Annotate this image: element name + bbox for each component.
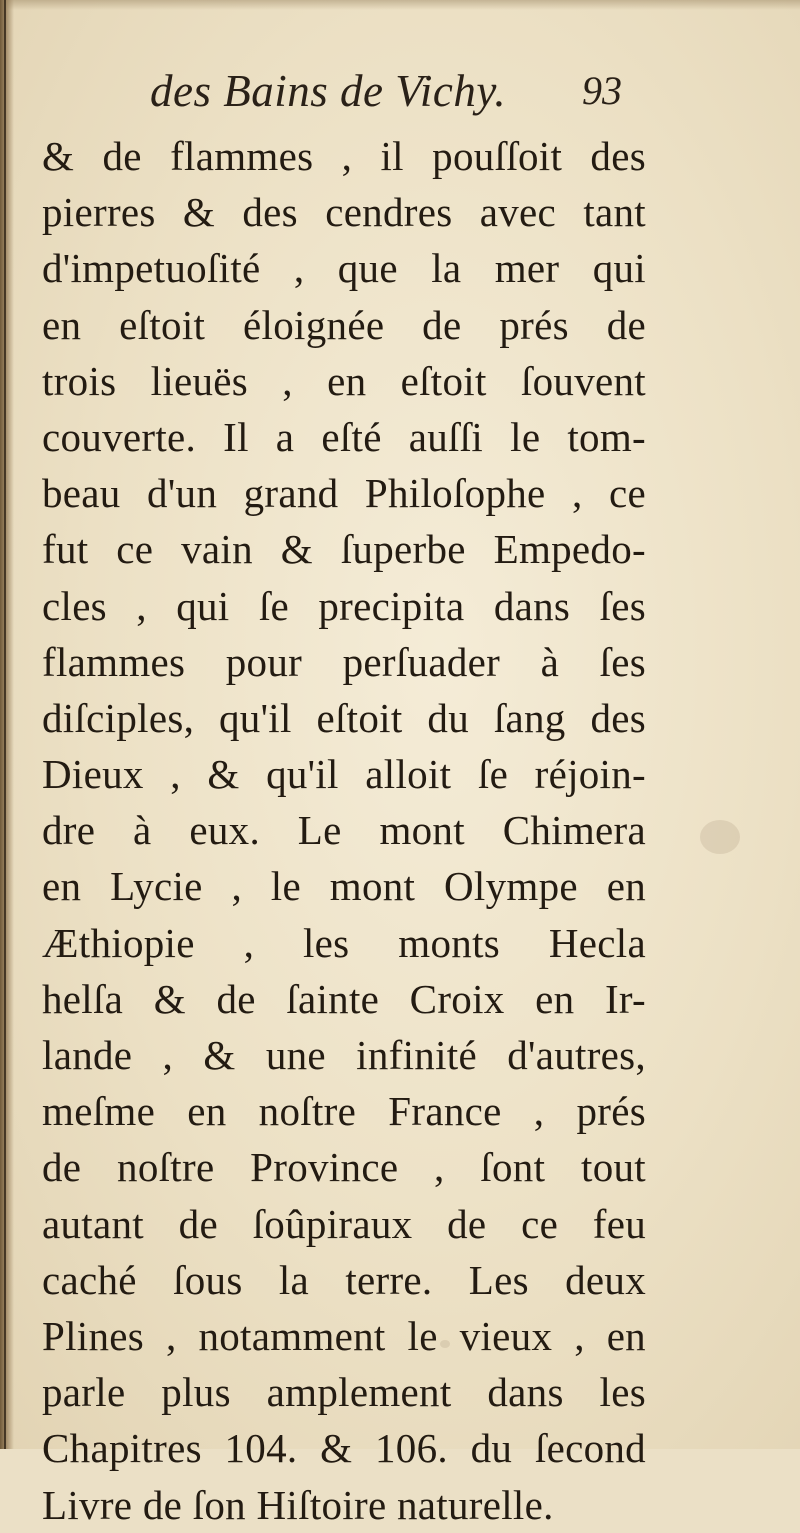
page-top-shadow [0, 0, 800, 10]
paper-stain [700, 820, 740, 854]
text-line: parle plus amplement dans les [42, 1369, 646, 1416]
text-line: Dieux , & qu'il alloit ſe réjoin- [42, 751, 646, 798]
text-line: Chapitres 104. & 106. du ſecond [42, 1425, 646, 1472]
page-number: 93 [582, 68, 622, 113]
text-line: trois lieuës , en eſtoit ſouvent [42, 357, 646, 404]
text-line: flammes pour perſuader à ſes [42, 638, 646, 685]
text-line: d'impetuoſité , que la mer qui [42, 245, 646, 292]
text-line: beau d'un grand Philoſophe , ce [42, 470, 646, 517]
text-line: Livre de ſon Hiſtoire naturelle. [42, 1481, 554, 1528]
page-gutter [0, 0, 14, 1449]
text-line: fut ce vain & ſuperbe Empedo- [42, 526, 646, 573]
binding-edge [4, 0, 6, 1449]
text-line: Æthiopie , les monts Hecla [42, 919, 646, 966]
text-line: en Lycie , le mont Olympe en [42, 863, 646, 910]
text-line: caché ſous la terre. Les deux [42, 1256, 646, 1303]
text-line: lande , & une infinité d'autres, [42, 1032, 646, 1078]
text-line: couverte. Il a eſté auſſi le tom- [42, 413, 646, 460]
text-line: Plines , notamment le vieux , en [42, 1312, 646, 1359]
text-line: meſme en noſtre France , prés [42, 1088, 646, 1135]
text-line: en eſtoit éloignée de prés de [42, 301, 646, 348]
text-line: pierres & des cendres avec tant [42, 189, 646, 236]
running-title: des Bains de Vichy. [150, 66, 507, 116]
body-text [42, 128, 646, 1533]
text-line: dre à eux. Le mont Chimera [42, 807, 646, 854]
text-line: de noſtre Province , ſont tout [42, 1144, 646, 1191]
running-header [0, 66, 800, 116]
text-line: & de flammes , il pouſſoit des [42, 133, 646, 179]
text-line: diſciples, qu'il eſtoit du ſang des [42, 694, 646, 741]
text-line: autant de ſoûpiraux de ce feu [42, 1200, 646, 1247]
text-line: cles , qui ſe precipita dans ſes [42, 582, 646, 629]
text-line: helſa & de ſainte Croix en Ir- [42, 975, 646, 1022]
